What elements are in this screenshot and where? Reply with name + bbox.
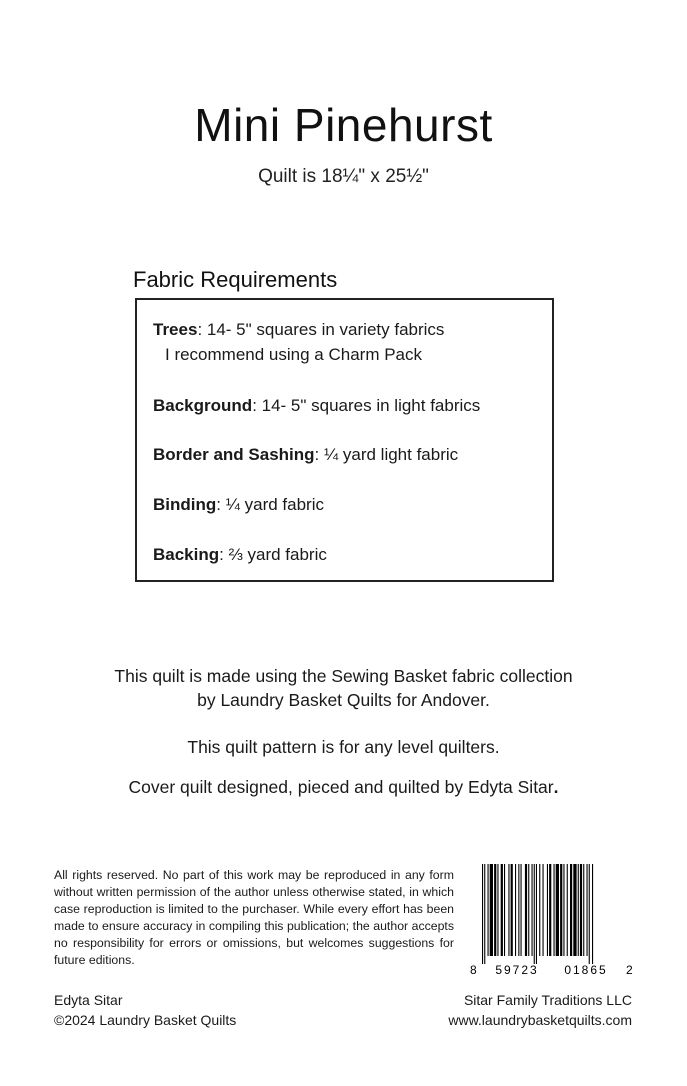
barcode-bar — [528, 864, 529, 956]
skill-level-note: This quilt pattern is for any level quilters. — [187, 737, 500, 757]
barcode-bar — [543, 864, 544, 956]
requirement-text: : 14- 5" squares in light fabrics — [252, 396, 481, 415]
requirement-label: Binding — [153, 495, 217, 514]
barcode-group-1: 59723 — [495, 963, 539, 977]
fabric-collection-note — [0, 664, 687, 712]
barcode-bar — [521, 864, 522, 956]
requirement-binding — [153, 495, 324, 515]
barcode-bar — [547, 864, 548, 956]
requirement-text: : ¼ yard fabric — [216, 495, 324, 514]
requirement-backing — [153, 545, 327, 565]
requirement-label: Border and Sashing — [153, 445, 315, 464]
footer-publisher — [448, 990, 632, 1030]
copyright-notice: All rights reserved. No part of this work may be reproduced in any form without written permission of the author unless otherwise stated, in which case reproduction is limited to the purchaser. While every effort has been made to ensure accuracy in compiling this publication; the author accepts no responsibility for errors or omissions, but welcomes suggestions for future editions. — [54, 868, 454, 967]
barcode-bar — [494, 864, 496, 956]
barcode-bar — [488, 864, 489, 956]
barcode-bar — [508, 864, 509, 956]
barcode-bar — [592, 864, 593, 964]
requirement-trees — [153, 320, 444, 365]
page-title: Mini Pinehurst — [194, 99, 493, 151]
requirement-text: : ¼ yard light fabric — [314, 445, 459, 464]
fabric-requirements-heading: Fabric Requirements — [133, 267, 338, 292]
barcode-bar — [560, 864, 562, 956]
barcode — [468, 862, 634, 978]
barcode-bar — [556, 864, 559, 956]
barcode-bar — [549, 864, 551, 956]
barcode-bar — [567, 864, 568, 956]
barcode-bar — [570, 864, 572, 956]
barcode-bar — [532, 864, 533, 956]
requirement-note: I recommend using a Charm Pack — [165, 345, 422, 364]
requirement-label: Background — [153, 396, 253, 415]
barcode-bar — [484, 864, 485, 964]
barcode-bar — [539, 864, 540, 956]
requirement-border-sashing — [153, 445, 458, 465]
credit-note — [0, 775, 687, 799]
barcode-bar — [580, 864, 582, 956]
barcode-bar — [482, 864, 483, 964]
barcode-bar — [554, 864, 555, 956]
requirement-background — [153, 396, 480, 416]
publisher-name: Sitar Family Traditions LLC — [463, 992, 632, 1008]
quilt-size: Quilt is 18¼" x 25½" — [258, 166, 429, 187]
credit-period: . — [553, 777, 559, 797]
barcode-bar — [490, 864, 493, 956]
credit-text: Cover quilt designed, pieced and quilted by Edyta Sitar — [128, 777, 554, 797]
barcode-group-2: 01865 — [564, 963, 608, 977]
barcode-bar — [563, 864, 564, 956]
barcode-bar — [501, 864, 503, 956]
barcode-bar — [536, 864, 537, 964]
collection-line-1: This quilt is made using the Sewing Basket fabric collection — [114, 666, 573, 686]
website-link[interactable]: www.laundrybasketquilts.com — [448, 1012, 632, 1028]
requirement-text: : 14- 5" squares in variety fabrics — [197, 320, 445, 339]
barcode-bar — [589, 864, 590, 964]
barcode-bar — [511, 864, 513, 956]
barcode-bar — [534, 864, 535, 964]
copyright-line: ©2024 Laundry Basket Quilts — [54, 1012, 237, 1028]
barcode-bar — [587, 864, 588, 956]
barcode-bars — [482, 864, 593, 964]
barcode-bar — [497, 864, 498, 956]
barcode-bar — [515, 864, 516, 956]
barcode-lead-digit: 8 — [470, 963, 477, 977]
barcode-bar — [578, 864, 579, 956]
footer-author — [54, 990, 236, 1030]
barcode-bar — [573, 864, 576, 956]
barcode-bar — [504, 864, 505, 956]
author-name: Edyta Sitar — [54, 992, 123, 1008]
requirement-text: : ⅔ yard fabric — [219, 545, 327, 564]
barcode-bar — [518, 864, 519, 956]
requirement-label: Trees — [153, 320, 198, 339]
barcode-bar — [583, 864, 584, 956]
fabric-requirements-box — [135, 298, 554, 582]
barcode-bar — [525, 864, 527, 956]
collection-line-2: by Laundry Basket Quilts for Andover. — [197, 690, 490, 710]
barcode-check-digit: 2 — [626, 963, 633, 977]
requirement-label: Backing — [153, 545, 220, 564]
